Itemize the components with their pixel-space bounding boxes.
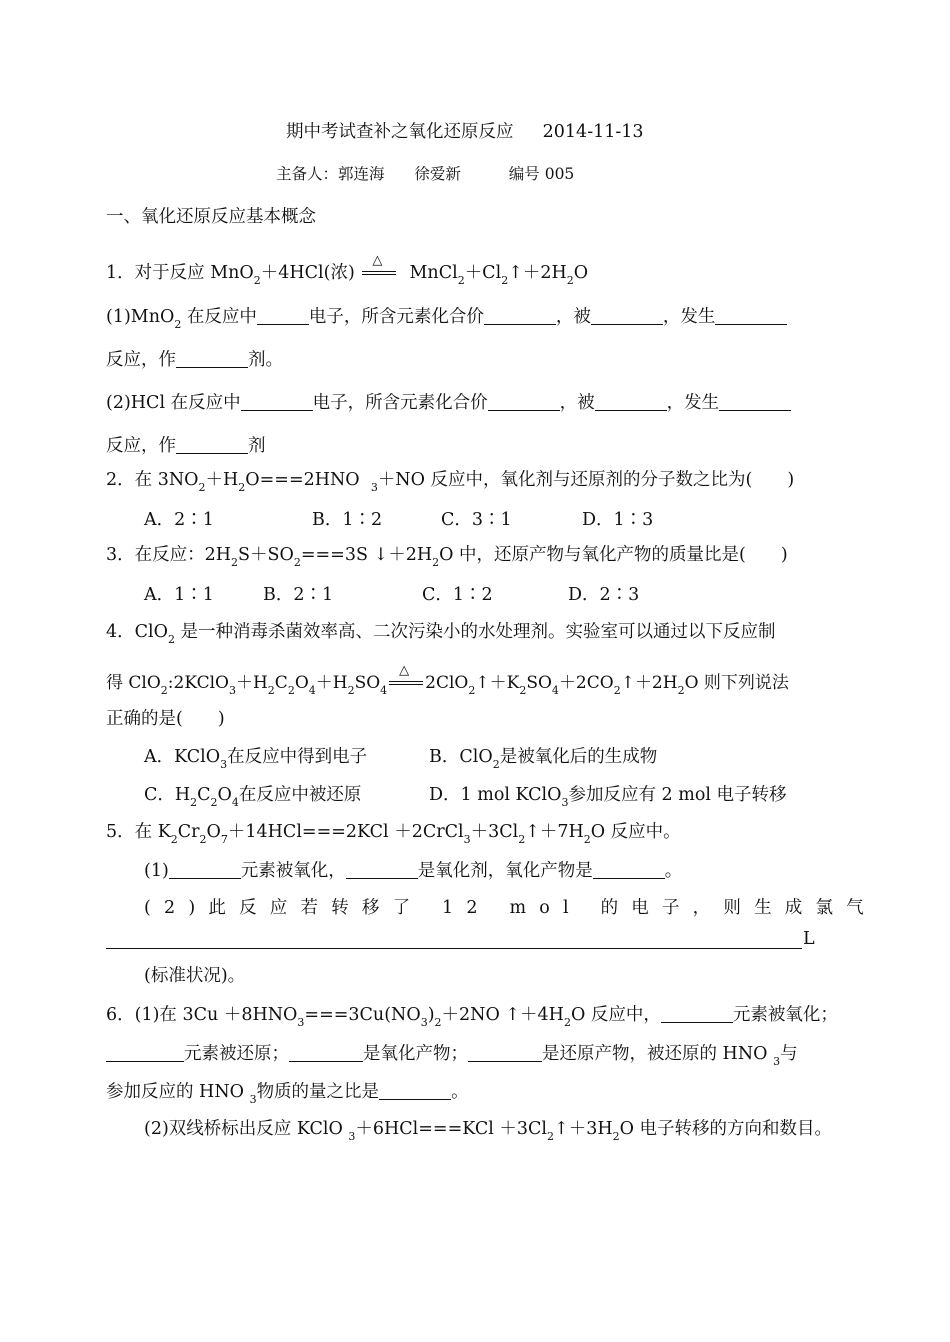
q4-stem <box>106 618 776 646</box>
q2-sub: 2 <box>198 481 206 494</box>
q4-text: 得 ClO <box>106 673 161 693</box>
q4-opt-text: 参加反应有 2 mol 电子转移 <box>568 785 787 805</box>
q6-text: ↑＋3H <box>554 1119 613 1139</box>
q3-text: O 中，还原产物与氧化产物的质量比是( ) <box>439 545 788 565</box>
q4-text: 是一种消毒杀菌效率高、二次污染小的水处理剂。实验室可以通过以下反应制 <box>180 622 776 642</box>
q4-option-c[interactable] <box>144 781 362 809</box>
q1-sub: 2 <box>253 274 261 287</box>
q5-sub: 2 <box>170 833 178 846</box>
q6-text: ＋2NO ↑＋4H <box>441 1005 564 1025</box>
q1-sub: 2 <box>457 274 465 287</box>
q6-part2 <box>144 1115 833 1143</box>
q6-text: 参加反应的 HNO <box>106 1082 244 1102</box>
q5-sub: 2 <box>583 833 591 846</box>
q2-option-b[interactable]: B．1∶2 <box>312 510 383 530</box>
q4-opt-sub: 2 <box>210 796 218 809</box>
q2-stem <box>106 466 795 494</box>
q6-text: ) <box>427 1005 435 1025</box>
q4-opt-text: A．KClO <box>144 747 221 767</box>
q5-p1-text: 元素被氧化， <box>240 861 346 881</box>
author-2: 徐爱新 <box>414 165 461 183</box>
q3-option-b[interactable]: B．2∶1 <box>263 585 334 605</box>
doc-number: 编号 005 <box>508 165 575 183</box>
q4-sub: 2 <box>519 684 527 697</box>
q1-p2-text: 电子，所含元素化合价 <box>312 393 488 413</box>
q6-sub: 2 <box>434 1016 442 1029</box>
answer-blank[interactable] <box>595 392 667 411</box>
q4-opt-text: C <box>197 785 211 805</box>
q5-text: O 反应中。 <box>590 822 681 842</box>
page-date: 2014-11-13 <box>542 122 644 142</box>
q2-option-c[interactable]: C．3∶1 <box>441 510 512 530</box>
q6-sub: 3 <box>773 1055 781 1068</box>
q4-text: ＋2CO <box>558 673 614 693</box>
q4-sub: 2 <box>347 684 355 697</box>
q6-text: ===3Cu(NO <box>304 1005 421 1025</box>
q1-p2-text: ，发生 <box>666 393 720 413</box>
q4-opt-sub: 4 <box>231 796 239 809</box>
q1-p1-text: 剂。 <box>248 350 283 370</box>
q6-text: (2)双线桥标出反应 KClO <box>144 1119 343 1139</box>
q3-option-a[interactable]: A．1∶1 <box>144 585 214 605</box>
q4-text: O <box>294 673 309 693</box>
q5-text: 5．在 K <box>106 822 171 842</box>
q4-opt-sub: 3 <box>561 796 569 809</box>
q1-text: ＋Cl <box>464 263 502 283</box>
q6-text: 6．(1)在 3Cu ＋8HNO <box>106 1005 298 1025</box>
q4-sub: 4 <box>308 684 316 697</box>
q1-p1-text: ，发生 <box>662 307 716 327</box>
q4-option-d[interactable] <box>429 781 787 809</box>
answer-blank[interactable] <box>241 392 313 411</box>
q5-p1-text: 是氧化剂，氧化产物是 <box>417 861 593 881</box>
q3-sub: 2 <box>432 556 440 569</box>
q4-opt-sub: 2 <box>190 796 198 809</box>
q3-sub: 2 <box>231 556 239 569</box>
q2-sub: 3 <box>370 481 378 494</box>
q6-text: 。 <box>451 1082 469 1102</box>
answer-blank[interactable] <box>591 306 663 325</box>
q6-text: 元素被氧化； <box>732 1005 838 1025</box>
q5-part2-tail: (标准状况)。 <box>144 966 246 986</box>
q2-option-a[interactable]: A．2∶1 <box>144 510 214 530</box>
q4-opt-text: C．H <box>144 785 191 805</box>
answer-blank-long[interactable] <box>106 948 802 949</box>
q4-sub: 2 <box>267 684 275 697</box>
q4-text: ↑＋2H <box>620 673 678 693</box>
q6-sub: 3 <box>297 1016 305 1029</box>
q4-text: :2KClO <box>167 673 229 693</box>
q3-text: 3．在反应：2H <box>106 545 232 565</box>
q2-sub: 2 <box>238 481 246 494</box>
q1-p2-text: 反应，作 <box>106 436 176 456</box>
q4-text: ↑＋K <box>475 673 520 693</box>
q6-sub: 2 <box>612 1130 620 1143</box>
answer-blank[interactable] <box>379 1081 451 1100</box>
q3-sub: 2 <box>293 556 301 569</box>
q4-opt-text: B．ClO <box>429 747 493 767</box>
q4-opt-text: O <box>217 785 232 805</box>
q4-sub: 2 <box>468 684 476 697</box>
q1-part1 <box>106 303 787 331</box>
q4-text: 2ClO <box>425 673 469 693</box>
q4-sub: 2 <box>287 684 295 697</box>
q3-stem <box>106 541 788 569</box>
answer-blank[interactable] <box>346 860 418 879</box>
q1-part1-cont <box>106 346 283 371</box>
q5-text: ↑＋7H <box>525 822 584 842</box>
q4-opt-text: 是被氧化后的生成物 <box>499 747 658 767</box>
q5-sub: 7 <box>220 833 228 846</box>
q5-p1-text: (1) <box>144 861 169 881</box>
q6-text: O 反应中， <box>570 1005 661 1025</box>
q5-text: ＋3Cl <box>470 822 519 842</box>
q1-sub: 2 <box>501 274 509 287</box>
q4-opt-text: 在反应中被还原 <box>238 785 362 805</box>
q4-sub: 4 <box>380 684 388 697</box>
q2-text: ＋NO 反应中，氧化剂与还原剂的分子数之比为( ) <box>377 470 795 490</box>
answer-blank[interactable] <box>593 860 665 879</box>
page-title: 期中考试查补之氧化还原反应 <box>286 122 514 142</box>
answer-blank[interactable] <box>289 1043 363 1062</box>
q6-text: 物质的量之比是 <box>256 1082 380 1102</box>
q5-part1 <box>144 857 682 882</box>
q6-sub: 3 <box>420 1016 428 1029</box>
answer-blank[interactable] <box>715 306 787 325</box>
q4-text: O 则下列说法 <box>684 673 789 693</box>
q6-text: 是氧化产物； <box>363 1044 468 1064</box>
q1-text: ↑＋2H <box>508 263 567 283</box>
q5-text: O <box>206 822 221 842</box>
heating-arrow <box>387 663 425 692</box>
q4-sub: 2 <box>677 684 685 697</box>
q4-equation <box>106 663 789 697</box>
q2-text: 2．在 3NO <box>106 470 199 490</box>
q1-stem <box>106 253 589 287</box>
q4-sub: 3 <box>228 684 236 697</box>
q1-part2 <box>106 389 791 414</box>
q6-text: 是还原产物，被还原的 HNO <box>542 1044 768 1064</box>
q4-option-b[interactable] <box>429 743 658 771</box>
q4-sub: 2 <box>167 633 175 646</box>
q4-text: ＋H <box>315 673 348 693</box>
q1-p2-text: (2)HCl 在反应中 <box>106 393 241 413</box>
q4-opt-sub: 2 <box>492 758 500 771</box>
q1-p1-text: ，被 <box>555 307 591 327</box>
q4-opt-text: D．1 mol KClO <box>429 785 562 805</box>
q6-sub: 3 <box>348 1130 356 1143</box>
header-title-line <box>286 118 644 143</box>
heating-arrow <box>360 253 398 282</box>
answer-blank[interactable] <box>484 306 556 325</box>
authors-label: 主备人：郭连海 <box>276 165 385 183</box>
header-authors-line <box>276 162 574 184</box>
q6-sub: 2 <box>563 1016 571 1029</box>
q5-unit: L <box>803 929 815 949</box>
heat-delta-icon: △ <box>372 253 383 268</box>
q4-sub: 4 <box>551 684 559 697</box>
q4-sub: 2 <box>613 684 621 697</box>
q6-line2 <box>106 1040 798 1068</box>
q6-sub: 3 <box>249 1093 257 1106</box>
q5-p1-text: 。 <box>664 861 683 881</box>
q4-text: SO <box>354 673 381 693</box>
q3-option-c[interactable]: C．1∶2 <box>422 585 493 605</box>
q1-p1-text: 电子，所含元素化合价 <box>308 307 484 327</box>
answer-blank[interactable] <box>176 349 248 368</box>
q6-text: 与 <box>780 1044 798 1064</box>
q1-p1-text: (1)MnO <box>106 307 175 327</box>
q4-stem-end: 正确的是( ) <box>106 709 225 729</box>
q3-option-d[interactable]: D．2∶3 <box>568 585 640 605</box>
q5-sub: 3 <box>463 833 471 846</box>
q5-part2: (2)此反应若转移了 12 mol 的电子，则生成氯气 <box>144 898 877 918</box>
q1-p1-text: 反应，作 <box>106 350 176 370</box>
q4-text: ＋H <box>235 673 268 693</box>
answer-blank[interactable] <box>169 860 241 879</box>
q1-text: 1．对于反应 MnO <box>106 263 254 283</box>
answer-blank[interactable] <box>176 435 248 454</box>
q1-p2-text: 剂 <box>248 436 266 456</box>
q1-text: O <box>573 263 589 283</box>
q3-text: S＋SO <box>238 545 294 565</box>
q1-text: MnCl <box>409 263 458 283</box>
q5-sub: 2 <box>199 833 207 846</box>
answer-blank[interactable] <box>106 1043 184 1062</box>
q1-p1-text: 在反应中 <box>186 307 257 327</box>
q4-text: C <box>274 673 288 693</box>
q4-text: SO <box>526 673 552 693</box>
q5-stem <box>106 818 681 846</box>
answer-blank[interactable] <box>257 306 309 325</box>
q6-text: ＋6HCl===KCl ＋3Cl <box>355 1119 548 1139</box>
q1-sub: 2 <box>566 274 574 287</box>
q2-text: O===2HNO <box>245 470 360 490</box>
q1-p2-text: ，被 <box>559 393 595 413</box>
q5-text: Cr <box>177 822 200 842</box>
q1-p1-sub: 2 <box>174 318 182 331</box>
answer-blank[interactable] <box>468 1043 542 1062</box>
q4-text: 4．ClO <box>106 622 168 642</box>
q1-text: ＋4HCl(浓) <box>260 263 355 283</box>
q4-option-a[interactable] <box>144 743 368 771</box>
q6-stem <box>106 1001 838 1029</box>
q5-text: ＋14HCl===2KCl ＋2CrCl <box>227 822 464 842</box>
q5-sub: 2 <box>518 833 526 846</box>
q1-part2-cont <box>106 432 266 457</box>
q6-sub: 2 <box>547 1130 555 1143</box>
q3-text: ===3S ↓＋2H <box>300 545 433 565</box>
answer-blank[interactable] <box>719 392 791 411</box>
q6-line3 <box>106 1078 469 1106</box>
q6-text: O 电子转移的方向和数目。 <box>619 1119 833 1139</box>
q4-opt-sub: 3 <box>220 758 228 771</box>
answer-blank[interactable] <box>488 392 560 411</box>
q4-sub: 2 <box>160 684 168 697</box>
q2-option-d[interactable]: D．1∶3 <box>582 510 654 530</box>
answer-blank[interactable] <box>661 1004 733 1023</box>
section-heading: 一、氧化还原反应基本概念 <box>106 207 316 227</box>
q4-opt-text: 在反应中得到电子 <box>227 747 368 767</box>
heat-delta-icon: △ <box>399 663 410 678</box>
q6-text: 元素被还原； <box>184 1044 289 1064</box>
q2-text: ＋H <box>205 470 239 490</box>
